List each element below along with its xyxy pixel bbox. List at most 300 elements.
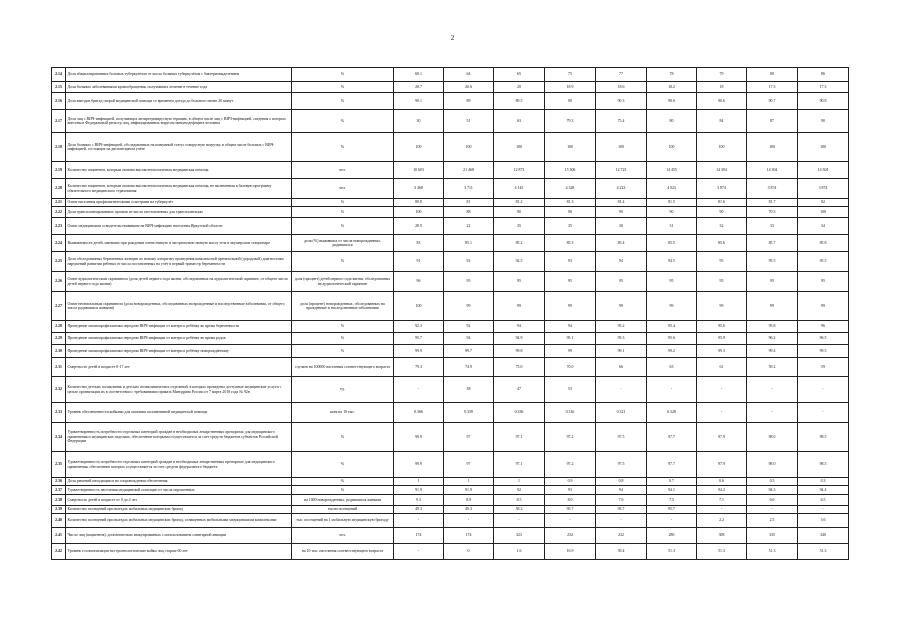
table-row: [52, 358, 849, 377]
value-cell: 74.9: [444, 358, 494, 377]
unit-cell: на 10 тыс. населения соответствующего возраста: [292, 544, 394, 560]
row-number: 2.21: [52, 199, 66, 207]
value-cell: 86: [798, 68, 849, 82]
value-cell: 0.9: [545, 478, 596, 486]
table-row: [52, 82, 849, 93]
value-cell: 95: [545, 272, 596, 292]
unit-cell: %: [292, 486, 394, 495]
value-cell: 3 874: [697, 179, 747, 199]
value-cell: -: [647, 377, 697, 403]
value-cell: 70.0: [545, 358, 596, 377]
value-cell: 99: [747, 292, 798, 321]
indicator-name: Количество детских поликлиник и детских поликлинических отделений, в которых проведены доступные медицинские услуги с целью организации их в соответствии с требованиями приказа Минздрава России от 7 марта 2018 года № 92н: [66, 377, 292, 403]
value-cell: 4 328: [545, 179, 596, 199]
table-row: [52, 345, 849, 358]
value-cell: 99: [494, 292, 545, 321]
row-number: 2.27: [52, 292, 66, 321]
value-cell: 6.5: [798, 495, 849, 506]
row-number: 2.42: [52, 544, 66, 560]
value-cell: 88: [444, 207, 494, 218]
indicator-name: Доля трансплантированных органов из числа заготовленных для трансплантации: [66, 207, 292, 218]
row-number: 2.31: [52, 358, 66, 377]
unit-cell: %: [292, 68, 394, 82]
value-cell: 95.9: [697, 333, 747, 345]
table-row: [52, 506, 849, 514]
row-number: 2.39: [52, 506, 66, 514]
indicator-name: Смертность детей в возрасте 0-17 лет: [66, 358, 292, 377]
value-cell: 77: [596, 68, 647, 82]
value-cell: 95.4: [647, 321, 697, 333]
value-cell: -: [394, 544, 444, 560]
indicator-name: Доля выездов бригад скорой медицинской помощи со временем доезда до больного менее 20 минут: [66, 93, 292, 110]
row-number: 2.19: [52, 162, 66, 179]
value-cell: 3 874: [798, 179, 849, 199]
row-number: 2.26: [52, 272, 66, 292]
value-cell: 99.4: [747, 345, 798, 358]
indicator-name: Доля больных с ВИЧ-инфекцией, обследованных на иммунный статус и вирусную нагрузку, в общем числе больных с ВИЧ-инфекцией, состоящих на диспансерном учёте: [66, 133, 292, 162]
row-number: 2.23: [52, 218, 66, 235]
row-number: 2.29: [52, 333, 66, 345]
value-cell: 61: [697, 358, 747, 377]
row-number: 2.18: [52, 133, 66, 162]
value-cell: 232: [596, 528, 647, 544]
row-number: 2.40: [52, 514, 66, 528]
value-cell: 87: [747, 110, 798, 133]
value-cell: 9.3: [394, 495, 444, 506]
value-cell: 97: [444, 452, 494, 478]
indicator-name: Количество посещений при выездах мобильных медицинских бригад, оснащенных мобильными медицинскими комплексами: [66, 514, 292, 528]
indicator-name: Удовлетворенность потребности отдельных категорий граждан в необходимых лекарственных препаратах для медицинского применения и медицинских изделиях, обеспечение которыми осуществляется за счет средств бюджетов субъектов Российской Федерации: [66, 423, 292, 452]
value-cell: 21 468: [444, 162, 494, 179]
value-cell: 12 873: [494, 162, 545, 179]
row-number: 2.25: [52, 252, 66, 272]
value-cell: 91: [394, 252, 444, 272]
value-cell: 94.1: [647, 486, 697, 495]
value-cell: -: [747, 506, 798, 514]
value-cell: -: [747, 403, 798, 423]
value-cell: 0.321: [596, 403, 647, 423]
value-cell: 30: [596, 218, 647, 235]
value-cell: 79.3: [394, 358, 444, 377]
value-cell: -: [697, 377, 747, 403]
value-cell: 0.336: [494, 403, 545, 423]
value-cell: 97.2: [545, 452, 596, 478]
value-cell: 96: [394, 272, 444, 292]
value-cell: 100: [444, 133, 494, 162]
value-cell: 85.4: [596, 235, 647, 252]
value-cell: 94.2: [697, 486, 747, 495]
value-cell: 85.7: [747, 235, 798, 252]
indicator-name: Доля лиц с ВИЧ-инфекцией, получающих антиретровирусную терапию, в общем числе лиц с ВИЧ-инфекцией, сведения о которых внесены в Федеральный регистр лиц, инфицированных вирусом иммунодефицита человека: [66, 110, 292, 133]
value-cell: 96.5: [798, 333, 849, 345]
value-cell: -: [596, 377, 647, 403]
unit-cell: коек на 10 тыс.: [292, 403, 394, 423]
table-row: [52, 93, 849, 110]
table-row: [52, 333, 849, 345]
value-cell: 80: [747, 68, 798, 82]
indicator-name: Количество пациентов, которым оказана высокотехнологичная медицинская помощь, не включенная в базовую программу обязательного медицинского страхования: [66, 179, 292, 199]
unit-cell: ед.: [292, 377, 394, 403]
value-cell: 308: [697, 528, 747, 544]
value-cell: 97.1: [494, 452, 545, 478]
value-cell: 85.8: [798, 235, 849, 252]
value-cell: 95.7: [545, 506, 596, 514]
unit-cell: %: [292, 333, 394, 345]
value-cell: 47: [494, 377, 545, 403]
value-cell: 0.8: [596, 478, 647, 486]
row-number: 2.20: [52, 179, 66, 199]
value-cell: 59.2: [747, 358, 798, 377]
indicator-name: Уровень госпитализации на геронтологические койки лиц старше 60 лет: [66, 544, 292, 560]
table-row: [52, 199, 849, 207]
value-cell: -: [596, 514, 647, 528]
value-cell: 99: [798, 292, 849, 321]
value-cell: 97.7: [647, 452, 697, 478]
value-cell: 0: [444, 544, 494, 560]
value-cell: 53: [545, 377, 596, 403]
value-cell: 99: [444, 292, 494, 321]
value-cell: 92: [444, 252, 494, 272]
value-cell: 75.4: [596, 110, 647, 133]
indicator-name: Удовлетворенность потребности отдельных категорий граждан в необходимых лекарственных препаратах для медицинского применения, обеспечение которых осуществляется за счет средств федерального бюджета: [66, 452, 292, 478]
value-cell: 3 711: [444, 179, 494, 199]
value-cell: 323: [494, 528, 545, 544]
value-cell: 100: [697, 133, 747, 162]
value-cell: 0.5: [747, 478, 798, 486]
value-cell: 0.316: [545, 403, 596, 423]
value-cell: 1: [444, 478, 494, 486]
indicator-name: Доля решений находящихся на сопровождении обеспечения: [66, 478, 292, 486]
value-cell: 49.3: [444, 506, 494, 514]
table-row: [52, 272, 849, 292]
value-cell: 59: [798, 358, 849, 377]
value-cell: -: [545, 514, 596, 528]
value-cell: 81.4: [596, 199, 647, 207]
value-cell: 84: [697, 110, 747, 133]
value-cell: 70.5: [747, 207, 798, 218]
value-cell: 20.7: [394, 82, 444, 93]
value-cell: 90.3: [596, 93, 647, 110]
value-cell: 97.5: [596, 423, 647, 452]
value-cell: 51.3: [747, 544, 798, 560]
unit-cell: тыс. посещений на 1 мобильную медицинскую бригаду: [292, 514, 394, 528]
table-row: [52, 452, 849, 478]
value-cell: 98.0: [747, 423, 798, 452]
table-row: [52, 423, 849, 452]
value-cell: 78: [647, 68, 697, 82]
value-cell: 1.6: [494, 544, 545, 560]
value-cell: 100: [494, 133, 545, 162]
table-row: [52, 68, 849, 82]
value-cell: 2.2: [697, 514, 747, 528]
unit-cell: %: [292, 423, 394, 452]
value-cell: 90: [798, 110, 849, 133]
value-cell: 65: [494, 68, 545, 82]
value-cell: 2.5: [747, 514, 798, 528]
value-cell: 85.5: [647, 235, 697, 252]
value-cell: 95: [697, 272, 747, 292]
value-cell: 97.1: [494, 423, 545, 452]
value-cell: 99.9: [394, 423, 444, 452]
value-cell: 90.1: [394, 93, 444, 110]
value-cell: 96.2: [747, 333, 798, 345]
value-cell: 90: [697, 207, 747, 218]
value-cell: 93: [545, 486, 596, 495]
value-cell: 58.2: [494, 506, 545, 514]
unit-cell: чел.: [292, 162, 394, 179]
value-cell: 1: [394, 478, 444, 486]
table-row: [52, 514, 849, 528]
value-cell: 0.339: [444, 403, 494, 423]
value-cell: 94: [444, 333, 494, 345]
value-cell: 95.6: [647, 333, 697, 345]
value-cell: 174: [444, 528, 494, 544]
value-cell: 94: [596, 252, 647, 272]
value-cell: 80.8: [394, 199, 444, 207]
unit-cell: чел.: [292, 528, 394, 544]
value-cell: 95.5: [798, 252, 849, 272]
value-cell: 232: [545, 528, 596, 544]
value-cell: 85.3: [545, 235, 596, 252]
value-cell: 99.7: [444, 345, 494, 358]
unit-cell: %: [292, 199, 394, 207]
table-row: [52, 179, 849, 199]
unit-cell: тысяч посещений: [292, 506, 394, 514]
value-cell: 28.9: [394, 218, 444, 235]
value-cell: -: [747, 377, 798, 403]
value-cell: 7.6: [596, 495, 647, 506]
value-cell: 14 304: [697, 162, 747, 179]
value-cell: -: [494, 514, 545, 528]
value-cell: 95.7: [647, 506, 697, 514]
value-cell: 99: [545, 292, 596, 321]
value-cell: 17.5: [747, 82, 798, 93]
value-cell: 99.8: [494, 345, 545, 358]
value-cell: 90: [545, 93, 596, 110]
unit-cell: %: [292, 478, 394, 486]
value-cell: 16.9: [545, 544, 596, 560]
value-cell: 90: [647, 207, 697, 218]
value-cell: 7.5: [647, 495, 697, 506]
value-cell: 60.1: [394, 68, 444, 82]
value-cell: 94: [596, 486, 647, 495]
row-number: 2.34: [52, 423, 66, 452]
value-cell: 66: [596, 358, 647, 377]
value-cell: -: [394, 514, 444, 528]
value-cell: 97.9: [697, 423, 747, 452]
value-cell: 95: [596, 272, 647, 292]
value-cell: 30: [394, 110, 444, 133]
value-cell: 91.9: [394, 486, 444, 495]
value-cell: 94.3: [747, 486, 798, 495]
value-cell: 49.3: [394, 506, 444, 514]
value-cell: 51.3: [697, 544, 747, 560]
value-cell: 18.2: [647, 82, 697, 93]
table-row: [52, 235, 849, 252]
value-cell: 6.6: [747, 495, 798, 506]
value-cell: 95.5: [747, 252, 798, 272]
value-cell: 89: [444, 93, 494, 110]
value-cell: 81.7: [747, 199, 798, 207]
value-cell: 100: [394, 133, 444, 162]
table-row: [52, 377, 849, 403]
value-cell: 20: [494, 82, 545, 93]
value-cell: 93: [545, 252, 596, 272]
value-cell: -: [394, 377, 444, 403]
value-cell: -: [647, 514, 697, 528]
value-cell: 22: [444, 218, 494, 235]
indicator-name: Охват неонатальным скринингом (доля новорожденных, обследованных на врожденные и наследственные заболевания, от общего числа родившихся живыми): [66, 292, 292, 321]
value-cell: 15 306: [545, 162, 596, 179]
value-cell: 8.9: [444, 495, 494, 506]
unit-cell: доля (%) выживших от числа новорожденных, родившихся: [292, 235, 394, 252]
row-number: 2.38: [52, 495, 66, 506]
value-cell: 4 223: [596, 179, 647, 199]
value-cell: 92: [444, 321, 494, 333]
value-cell: 79.3: [545, 110, 596, 133]
value-cell: 99: [545, 345, 596, 358]
unit-cell: на 1000 новорожденных, родившихся живыми: [292, 495, 394, 506]
value-cell: 12 723: [596, 162, 647, 179]
value-cell: 92.3: [394, 321, 444, 333]
unit-cell: %: [292, 207, 394, 218]
value-cell: 75.0: [494, 358, 545, 377]
value-cell: 38: [444, 377, 494, 403]
value-cell: 99.9: [394, 452, 444, 478]
value-cell: 95.2: [596, 321, 647, 333]
unit-cell: %: [292, 93, 394, 110]
value-cell: 92: [494, 486, 545, 495]
value-cell: 95: [444, 272, 494, 292]
value-cell: 97.5: [596, 452, 647, 478]
table-row: [52, 133, 849, 162]
row-number: 2.35: [52, 452, 66, 478]
value-cell: 7.1: [697, 495, 747, 506]
value-cell: 75: [545, 68, 596, 82]
value-cell: 100: [596, 133, 647, 162]
table-row: [52, 252, 849, 272]
indicator-name: Доля больных заболеваниями кровообращения, получивших лечение в течение года: [66, 82, 292, 93]
row-number: 2.16: [52, 93, 66, 110]
unit-cell: %: [292, 218, 394, 235]
unit-cell: доля (процент) детей первого года жизни, обследованных на аудиологический скрининг: [292, 272, 394, 292]
value-cell: 0.3: [798, 478, 849, 486]
unit-cell: %: [292, 82, 394, 93]
value-cell: 20.6: [444, 82, 494, 93]
value-cell: 100: [747, 133, 798, 162]
value-cell: 94: [545, 321, 596, 333]
value-cell: 91.9: [444, 486, 494, 495]
value-cell: 89.5: [494, 93, 545, 110]
unit-cell: чел.: [292, 179, 394, 199]
table-row: [52, 321, 849, 333]
value-cell: 99: [697, 292, 747, 321]
value-cell: 98.5: [798, 452, 849, 478]
value-cell: 335: [747, 528, 798, 544]
value-cell: 280: [647, 528, 697, 544]
value-cell: 94.4: [798, 486, 849, 495]
value-cell: 35: [545, 218, 596, 235]
value-cell: 98.5: [798, 423, 849, 452]
indicator-name: Проведение химиопрофилактики передачи ВИЧ-инфекции от матери к ребёнку во время беременности: [66, 321, 292, 333]
value-cell: 99.1: [596, 345, 647, 358]
value-cell: 3 468: [394, 179, 444, 199]
table-row: [52, 403, 849, 423]
value-cell: 63: [494, 110, 545, 133]
value-cell: 99: [647, 292, 697, 321]
page-number: 2: [450, 34, 455, 42]
unit-cell: %: [292, 133, 394, 162]
value-cell: -: [697, 403, 747, 423]
indicator-name: Доля абациллированных больных туберкулёзом от числа больных туберкулёзом с бактериовыделением: [66, 68, 292, 82]
table-row: [52, 218, 849, 235]
row-number: 2.14: [52, 68, 66, 82]
indicator-name: Уровень обеспеченности койками для оказания паллиативной медицинской помощи: [66, 403, 292, 423]
indicator-name: Удовлетворенность населения медицинской помощью от числа опрошенных: [66, 486, 292, 495]
indicator-name: Охват населения профилактическими осмотрами на туберкулёз: [66, 199, 292, 207]
indicators-table: [51, 67, 849, 560]
value-cell: 94: [494, 321, 545, 333]
value-cell: 97.9: [697, 452, 747, 478]
indicator-name: Количество пациентов, которым оказана высокотехнологичная медицинская помощь: [66, 162, 292, 179]
value-cell: 51.3: [798, 544, 849, 560]
value-cell: 81.3: [545, 199, 596, 207]
value-cell: 99.5: [798, 345, 849, 358]
unit-cell: случаев на 100000 населения соответствующего возраста: [292, 358, 394, 377]
value-cell: 64: [444, 68, 494, 82]
value-cell: 0.6: [697, 478, 747, 486]
table-row: [52, 162, 849, 179]
value-cell: 95.7: [394, 333, 444, 345]
indicator-name: Смертность детей в возрасте от 0 до 4 лет: [66, 495, 292, 506]
value-cell: 4 145: [494, 179, 545, 199]
row-number: 2.22: [52, 207, 66, 218]
value-cell: 100: [798, 133, 849, 162]
table-row: [52, 207, 849, 218]
value-cell: 96: [798, 321, 849, 333]
value-cell: 8.0: [545, 495, 596, 506]
value-cell: 90.6: [697, 93, 747, 110]
value-cell: -: [798, 377, 849, 403]
value-cell: 97.7: [647, 423, 697, 452]
row-number: 2.41: [52, 528, 66, 544]
value-cell: 90: [596, 207, 647, 218]
value-cell: 95: [747, 272, 798, 292]
value-cell: 18: [697, 82, 747, 93]
value-cell: 85.2: [494, 235, 545, 252]
table-row: [52, 486, 849, 495]
value-cell: 92.5: [494, 252, 545, 272]
value-cell: 33: [747, 218, 798, 235]
value-cell: 1: [494, 478, 545, 486]
value-cell: 95: [798, 272, 849, 292]
value-cell: 4 023: [647, 179, 697, 199]
indicator-name: Проведение химиопрофилактики передачи ВИЧ-инфекции от матери к ребёнку во время родов: [66, 333, 292, 345]
value-cell: 14 304: [798, 162, 849, 179]
value-cell: -: [697, 506, 747, 514]
value-cell: 63: [647, 358, 697, 377]
indicator-name: Проведение химиопрофилактики передачи ВИЧ-инфекции от матери к ребёнку новорождённому: [66, 345, 292, 358]
value-cell: 94.5: [647, 252, 697, 272]
indicator-name: Выживаемость детей, имевших при рождении очень низкую и экстремально низкую массу тела в акушерском стационаре: [66, 235, 292, 252]
row-number: 2.33: [52, 403, 66, 423]
value-cell: 3 874: [747, 179, 798, 199]
unit-cell: %: [292, 452, 394, 478]
value-cell: 95: [697, 252, 747, 272]
row-number: 2.28: [52, 321, 66, 333]
value-cell: 81.2: [494, 199, 545, 207]
row-number: 2.24: [52, 235, 66, 252]
